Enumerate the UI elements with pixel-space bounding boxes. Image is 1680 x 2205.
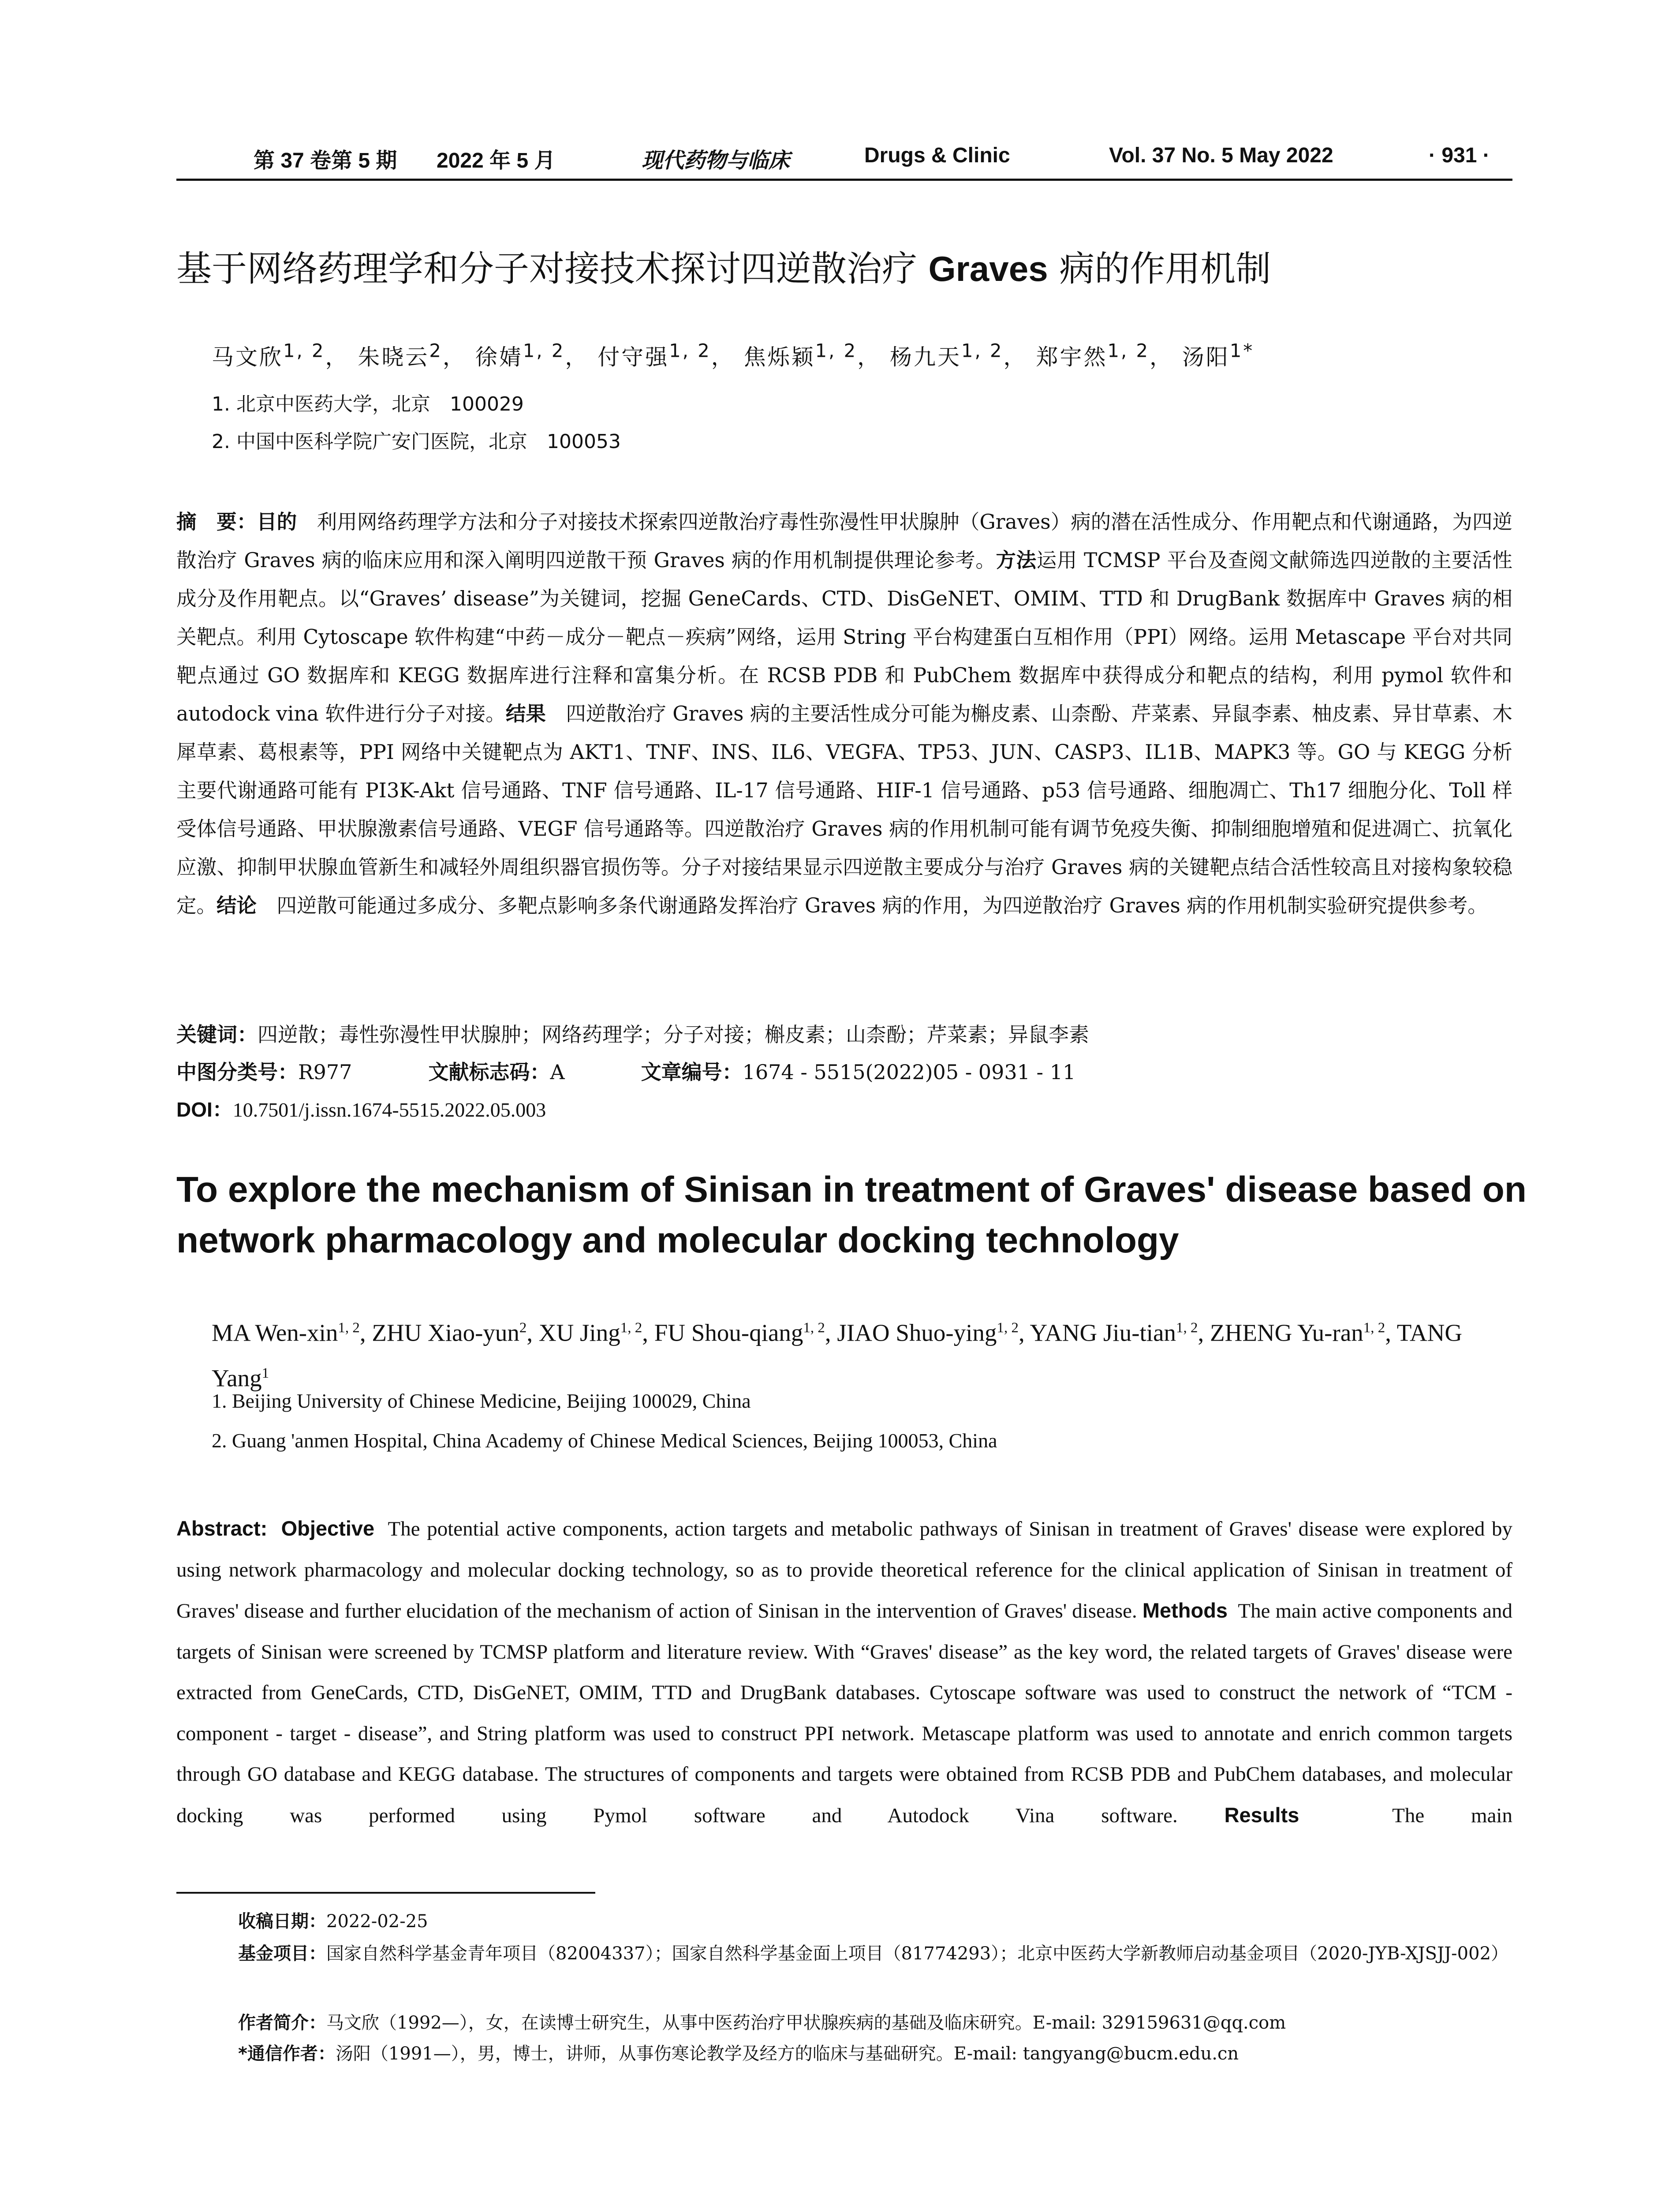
doc-code-label: 文献标志码： <box>428 1060 550 1084</box>
abstract-cn <box>176 503 1512 925</box>
abstract-cn-conclusion-label: 结论 <box>217 894 257 917</box>
abstract-cn-objective: 利用网络药理学方法和分子对接技术探索四逆散治疗毒性弥漫性甲状腺肿（Graves）病的潜在活性成分、作用靶点和代谢通路，为四逆散治疗 Graves 病的临床应用和深入阐明四逆散干预 Graves 病的作用机制提供理论参考。 <box>176 510 1512 572</box>
author-cn: 杨九天 <box>890 344 962 370</box>
title-cn-part1: 基于网络药理学和分子对接技术探讨四逆散治疗 <box>176 248 929 289</box>
author-bio-label: 作者简介： <box>238 2013 326 2033</box>
doi-value[interactable]: 10.7501/j.issn.1674-5515.2022.05.003 <box>232 1099 546 1121</box>
footnote-fund <box>238 1938 1512 1969</box>
affiliation-cn-2: 2. 中国中医科学院广安门医院，北京 100053 <box>212 430 621 453</box>
author-cn-sup: 1, 2 <box>815 340 858 362</box>
title-cn <box>176 245 1512 293</box>
author-cn-sup: 1, 2 <box>669 340 711 362</box>
keywords-cn-label: 关键词： <box>176 1023 258 1046</box>
author-cn: 朱晓云 <box>358 344 429 370</box>
author-en-sup: 1, 2 <box>338 1320 360 1336</box>
author-en-sup: 1, 2 <box>803 1320 825 1336</box>
clc-value: R977 <box>298 1060 352 1084</box>
abstract-en-results-label: Results <box>1224 1803 1299 1827</box>
title-cn-part2: 病的作用机制 <box>1048 248 1271 289</box>
affiliation-en-1: 1. Beijing University of Chinese Medicine, Beijing 100029, China <box>212 1390 751 1412</box>
keywords-cn-value: 四逆散；毒性弥漫性甲状腺肿；网络药理学；分子对接；槲皮素；山柰酚；芹菜素；异鼠李素 <box>258 1023 1089 1046</box>
abstract-en-label: Abstract: <box>176 1517 268 1540</box>
author-cn-sup: 1, 2 <box>961 340 1004 362</box>
abstract-en <box>176 1508 1512 1836</box>
author-en: MA Wen-xin <box>212 1319 338 1346</box>
author-cn-sup: 1, 2 <box>1107 340 1150 362</box>
author-cn-sup: 2 <box>429 340 443 362</box>
header-page-number: · 931 · <box>1429 144 1490 167</box>
header-journal-cn: 现代药物与临床 <box>642 148 790 173</box>
affiliation-en-2: 2. Guang 'anmen Hospital, China Academy of Chinese Medical Sciences, Beijing 100053, China <box>212 1429 997 1452</box>
header-journal-en: Drugs & Clinic <box>864 144 1010 167</box>
keywords-cn <box>176 1019 1089 1048</box>
classification-line <box>176 1056 1075 1085</box>
author-cn: 焦烁颖 <box>743 344 815 370</box>
affiliation-cn-1: 1. 北京中医药大学，北京 100029 <box>212 393 524 415</box>
author-en: JIAO Shuo-ying <box>837 1319 997 1346</box>
abstract-cn-methods-label: 方法 <box>996 549 1037 572</box>
author-en-sup: 1, 2 <box>997 1320 1019 1336</box>
title-cn-latin: Graves <box>928 249 1048 288</box>
author-en: ZHENG Yu-ran <box>1210 1319 1363 1346</box>
header-rule <box>176 179 1512 181</box>
author-cn-sup: 1* <box>1229 340 1254 362</box>
doi-label: DOI： <box>176 1098 233 1121</box>
footnote-received <box>238 1907 428 1932</box>
header-date-cn: 2022 年 5 月 <box>437 149 556 172</box>
author-cn: 汤阳 <box>1182 344 1230 370</box>
header-volume-cn: 第 37 卷第 5 期 <box>254 149 397 172</box>
abstract-en-methods: The main active components and targets of Sinisan were screened by TCMSP platform and literature review. With “Graves' disease” as the key word, the related targets of Graves' disease were extracted from GeneCards, CTD, DisGeNET, OMIM, TTD and DrugBank databases. Cytoscape software was used to construct the network of “TCM - component - target - disease”, and String platform was used to construct PPI network. Metascape platform was used to annotate and enrich common targets through GO database and KEGG database. The structures of components and targets were obtained from RCSB PDB and PubChem databases, and molecular docking was performed using Pymol software and Autodock Vina software. <box>176 1600 1512 1827</box>
article-number-label: 文章编号： <box>641 1060 743 1084</box>
author-en-sup: 1, 2 <box>1176 1320 1198 1336</box>
author-en: YANG Jiu-tian <box>1030 1319 1176 1346</box>
article-number-value: 1674 - 5515(2022)05 - 0931 - 11 <box>742 1060 1076 1084</box>
doi-line <box>176 1094 546 1123</box>
footnote-corresponding <box>238 2040 1239 2065</box>
clc-label: 中图分类号： <box>176 1060 298 1084</box>
corresponding-value: 汤阳（1991—），男，博士，讲师，从事伤寒论教学及经方的临床与基础研究。E-mail: tangyang@bucm.edu.cn <box>335 2044 1239 2064</box>
abstract-en-objective: The potential active components, action targets and metabolic pathways of Sinisan in treatment of Graves' disease were explored by using network pharmacology and molecular docking technology, so as to provide theoretical reference for the clinical application of Sinisan in treatment of Graves' disease and further elucidation of the mechanism of action of Sinisan in the intervention of Graves' disease. <box>176 1517 1512 1622</box>
fund-value: 国家自然科学基金青年项目（82004337）；国家自然科学基金面上项目（81774293）；北京中医药大学新教师启动基金项目（2020-JYB-XJSJJ-002） <box>326 1943 1509 1964</box>
fund-label: 基金项目： <box>238 1943 326 1964</box>
author-bio-value: 马文欣（1992—），女，在读博士研究生，从事中医药治疗甲状腺疾病的基础及临床研究。E-mail: 329159631@qq.com <box>326 2013 1286 2033</box>
author-en: ZHU Xiao-yun <box>372 1319 519 1346</box>
author-en: XU Jing <box>538 1319 620 1346</box>
corresponding-label: *通信作者： <box>238 2044 336 2064</box>
title-en-line1: To explore the mechanism of Sinisan in treatment of Graves' disease based on <box>176 1170 1527 1210</box>
received-label: 收稿日期： <box>238 1911 326 1932</box>
author-en-sup: 1, 2 <box>620 1320 642 1336</box>
author-en: TANG Yang <box>212 1319 1463 1392</box>
received-value: 2022-02-25 <box>326 1911 428 1932</box>
abstract-cn-results-label: 结果 <box>505 702 546 725</box>
doc-code-value: A <box>550 1060 565 1084</box>
abstract-cn-conclusion: 四逆散可能通过多成分、多靶点影响多条代谢通路发挥治疗 Graves 病的作用，为四逆散治疗 Graves 病的作用机制实验研究提供参考。 <box>276 894 1488 917</box>
abstract-cn-results: 四逆散治疗 Graves 病的主要活性成分可能为槲皮素、山柰酚、芹菜素、异鼠李素、柚皮素、异甘草素、木犀草素、葛根素等，PPI 网络中关键靶点为 AKT1、TNF、INS、IL6、VEGFA、TP53、JUN、CASP3、IL1B、MAPK3 等。GO 与 KEGG 分析主要代谢通路可能有 PI3K-Akt 信号通路、TNF 信号通路、IL-17 信号通路、HIF-1 信号通路、p53 信号通路、细胞凋亡、Th17 细胞分化、Toll 样受体信号通路、甲状腺激素信号通路、VEGF 信号通路等。四逆散治疗 Graves 病的作用机制可能有调节免疫失衡、抑制细胞增殖和促进凋亡、抗氧化应激、抑制甲状腺血管新生和减轻外周组织器官损伤等。分子对接结果显示四逆散主要成分与治疗 Graves 病的关键靶点结合活性较高且对接构象较稳定。 <box>176 702 1513 917</box>
author-en-sup: 2 <box>519 1320 527 1336</box>
abstract-en-methods-label: Methods <box>1142 1599 1228 1622</box>
author-en-sup: 1 <box>261 1365 269 1382</box>
abstract-cn-label: 摘 要： <box>176 510 257 534</box>
abstract-cn-methods: 运用 TCMSP 平台及查阅文献筛选四逆散的主要活性成分及作用靶点。以“Graves’ disease”为关键词，挖掘 GeneCards、CTD、DisGeNET、OMIM、TTD 和 DrugBank 数据库中 Graves 病的相关靶点。利用 Cytoscape 软件构建“中药－成分－靶点－疾病”网络，运用 String 平台构建蛋白互相作用（PPI）网络。运用 Metascape 平台对共同靶点通过 GO 数据库和 KEGG 数据库进行注释和富集分析。在 RCSB PDB 和 PubChem 数据库中获得成分和靶点的结构，利用 pymol 软件和 autodock vina 软件进行分子对接。 <box>176 549 1512 725</box>
author-en-sup: 1, 2 <box>1363 1320 1385 1336</box>
author-en: FU Shou-qiang <box>654 1319 803 1346</box>
author-cn: 郑宇然 <box>1036 344 1108 370</box>
footnote-rule <box>176 1892 595 1894</box>
abstract-en-results-start: The main <box>1392 1804 1512 1827</box>
abstract-en-objective-label: Objective <box>281 1517 375 1540</box>
header-volume-en: Vol. 37 No. 5 May 2022 <box>1109 144 1333 167</box>
abstract-cn-objective-label: 目的 <box>257 510 297 534</box>
authors-cn: 马文欣$^{1, 2}$， 朱晓云$^2$， 徐婧$^{1, 2}$， 付守强$^{1, 2}$， 焦烁颖$^{1, 2}$， 杨九天$^{1, 2}$， 郑宇然$^{1, 2}$， 汤阳$^{1*}$ <box>212 340 1254 370</box>
authors-en: MA Wen-xin$^{1, 2}$, ZHU Xiao-yun$^2$, XU Jing$^{1, 2}$, FU Shou-qiang$^{1, 2}$, JIAO Shuo-ying$^{1, 2}$, YANG Jiu-tian$^{1, 2}$, ZHENG Yu-ran$^{1, 2}$, TANG Yang$^1$ <box>212 1319 1463 1392</box>
author-cn-sup: 1, 2 <box>283 340 325 362</box>
title-en <box>176 1164 1527 1266</box>
running-header <box>176 143 1512 179</box>
author-cn: 付守强 <box>597 344 669 370</box>
author-cn: 马文欣 <box>212 344 283 370</box>
title-en-line2: network pharmacology and molecular docking technology <box>176 1220 1179 1260</box>
author-cn-sup: 1, 2 <box>523 340 565 362</box>
footnote-author <box>238 2009 1286 2034</box>
author-cn: 徐婧 <box>475 344 523 370</box>
